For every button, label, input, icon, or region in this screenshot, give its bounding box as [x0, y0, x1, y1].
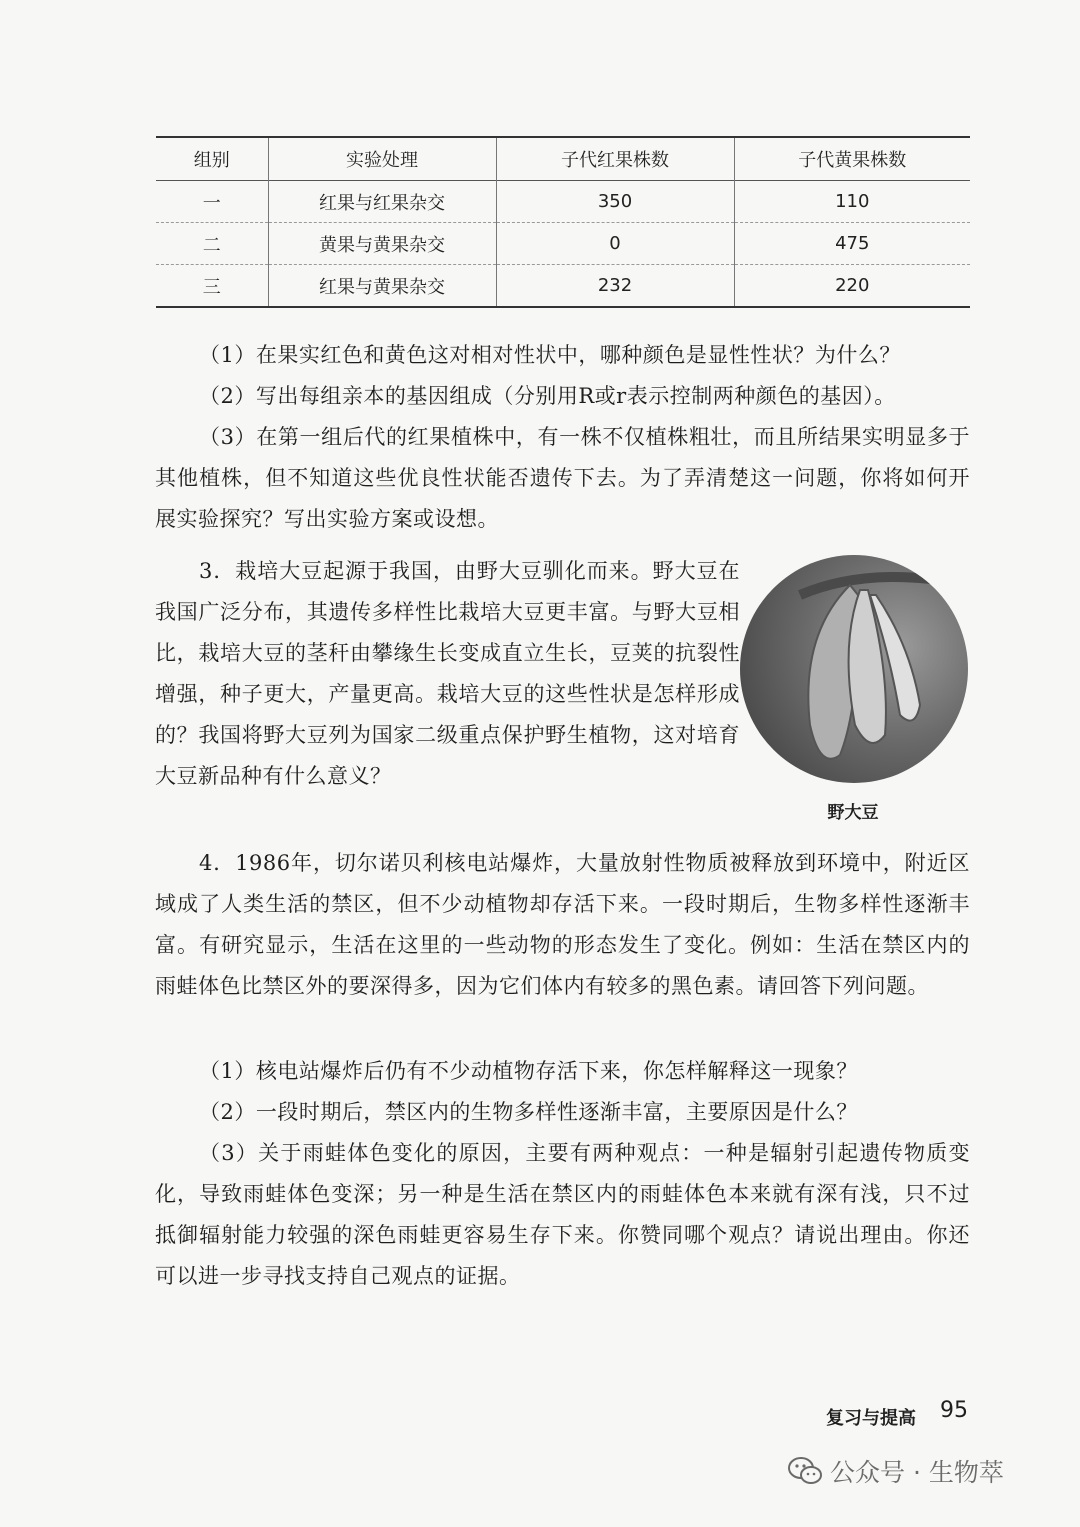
cell-group: 一	[202, 192, 221, 214]
question-2-2: （2）写出每组亲本的基因组成（分别用R或r表示控制两种颜色的基因）。	[199, 384, 896, 408]
table-row	[156, 223, 970, 265]
watermark-text: 公众号 · 生物萃	[830, 1458, 1004, 1487]
table-row	[156, 265, 970, 308]
cell-red: 232	[496, 265, 734, 308]
page-number: 95	[940, 1398, 968, 1423]
header-red-count: 子代红果株数	[496, 137, 734, 181]
cell-treatment: 红果与黄果杂交	[268, 265, 496, 308]
question-4-1: （1）核电站爆炸后仍有不少动植物存活下来，你怎样解释这一现象？	[199, 1059, 858, 1083]
question-2-1: （1）在果实红色和黄色这对相对性状中，哪种颜色是显性性状？为什么？	[199, 343, 901, 367]
question-3: 3．栽培大豆起源于我国，由野大豆驯化而来。野大豆在我国广泛分布，其遗传多样性比栽培大豆更丰富。与野大豆相比，栽培大豆的茎秆由攀缘生长变成直立生长，豆荚的抗裂性增强，种子更大，产量更高。栽培大豆的这些性状是怎样形成的？我国将野大豆列为国家二级重点保护野生植物，这对培育大豆新品种有什么意义？	[155, 559, 740, 788]
header-group: 组别	[193, 150, 230, 171]
header-treatment: 实验处理	[268, 137, 496, 181]
cell-treatment: 黄果与黄果杂交	[268, 223, 496, 265]
cell-group: 三	[202, 276, 221, 298]
cell-treatment: 红果与红果杂交	[268, 181, 496, 223]
photo-caption: 野大豆	[827, 803, 879, 823]
cross-results-table	[156, 136, 970, 308]
question-4-3: （3）关于雨蛙体色变化的原因，主要有两种观点：一种是辐射引起遗传物质变化，导致雨蛙体色变深；另一种是生活在禁区内的雨蛙体色本来就有深有浅，只不过抵御辐射能力较强的深色雨蛙更容易生存下来。你赞同哪个观点？请说出理由。你还可以进一步寻找支持自己观点的证据。	[155, 1141, 970, 1288]
table-row	[156, 181, 970, 223]
cell-red: 0	[496, 223, 734, 265]
cell-group: 二	[202, 234, 221, 256]
table-header-row	[156, 137, 970, 181]
cell-yellow: 110	[734, 181, 970, 223]
question-2-3: （3）在第一组后代的红果植株中，有一株不仅植株粗壮，而且所结果实明显多于其他植株，但不知道这些优良性状能否遗传下去。为了弄清楚这一问题，你将如何开展实验探究？写出实验方案或设想。	[155, 425, 970, 531]
cell-yellow: 475	[734, 223, 970, 265]
wild-soybean-photo	[740, 555, 968, 783]
soybean-pods-icon	[740, 555, 968, 783]
header-yellow-count: 子代黄果株数	[734, 137, 970, 181]
watermark	[788, 1453, 1004, 1489]
cell-red: 350	[496, 181, 734, 223]
section-label: 复习与提高	[826, 1408, 916, 1429]
cell-yellow: 220	[734, 265, 970, 308]
question-4-2: （2）一段时期后，禁区内的生物多样性逐渐丰富，主要原因是什么？	[199, 1100, 858, 1124]
question-4: 4．1986年，切尔诺贝利核电站爆炸，大量放射性物质被释放到环境中，附近区域成了人类生活的禁区，但不少动植物却存活下来。一段时期后，生物多样性逐渐丰富。有研究显示，生活在这里的一些动物的形态发生了变化。例如：生活在禁区内的雨蛙体色比禁区外的要深得多，因为它们体内有较多的黑色素。请回答下列问题。	[155, 851, 970, 998]
wechat-icon	[788, 1456, 822, 1486]
